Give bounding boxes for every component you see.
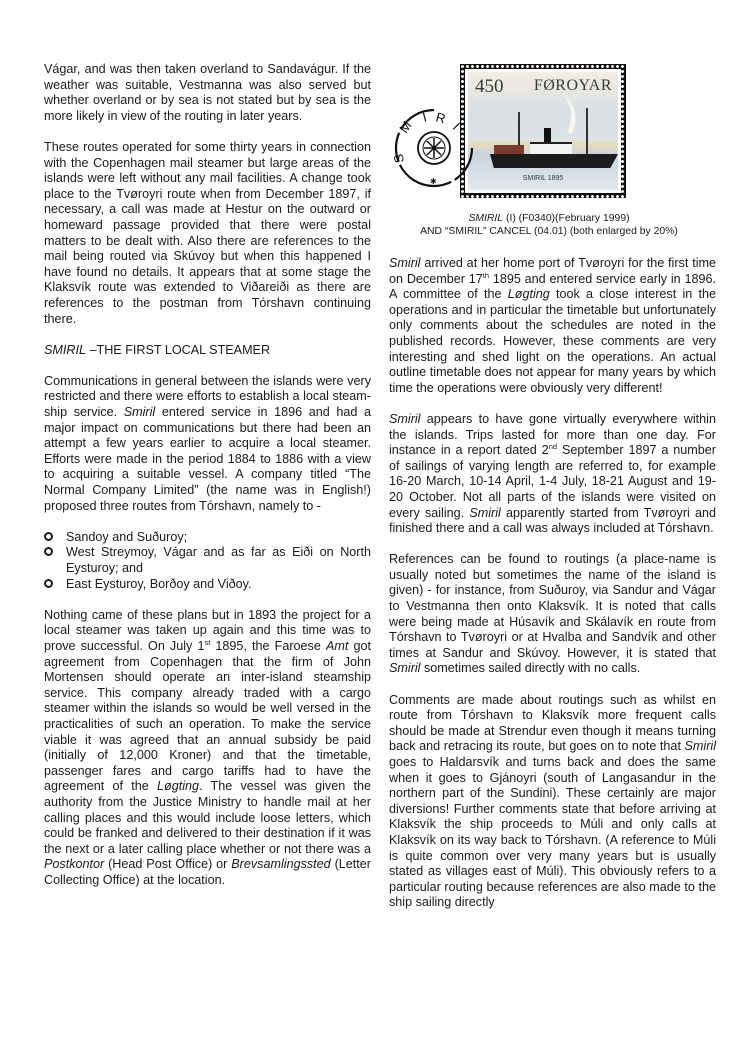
ship-name: Smiril bbox=[389, 256, 421, 270]
funnel-icon bbox=[544, 128, 551, 143]
text-run: arrived at her home port of Tvøroyri for the first time on December 17 bbox=[389, 256, 716, 286]
list-item bbox=[44, 577, 371, 593]
figure-caption bbox=[384, 212, 714, 238]
list-item bbox=[44, 530, 371, 546]
paragraph bbox=[44, 608, 371, 889]
italic-term: Løgting bbox=[157, 779, 200, 794]
heading-ship-name: SMIRIL bbox=[44, 342, 86, 357]
paragraph bbox=[389, 412, 716, 537]
right-column bbox=[389, 256, 716, 927]
stamp-artwork bbox=[465, 69, 621, 193]
paragraph bbox=[389, 552, 716, 677]
stamp-value: 450 bbox=[475, 76, 504, 97]
circle-bullet-icon bbox=[44, 547, 53, 556]
text-run: got agreement from Copenhagen that the firm of John Mortensen should operate an inter-island steamship service. This company already traded with a cargo steamer within the islands so would be well versed in the practicalities of such an operation. To make the service viable it was agreed that an annual subsidy be paid (initially of 12,000 Kroner) and that the timetable, passenger fares and cargo tariffs had to have the agreement of the bbox=[44, 638, 371, 794]
ordinal-suffix: nd bbox=[548, 441, 558, 451]
postmark-cancel-icon bbox=[390, 104, 478, 192]
svg-text:R: R bbox=[434, 109, 448, 127]
ship-name: Smiril bbox=[389, 661, 421, 676]
ordinal-suffix: st bbox=[204, 637, 211, 647]
svg-text:I: I bbox=[420, 109, 429, 125]
list-item-text: West Streymoy, Vágar and as far as Eiði on North Eysturoy; and bbox=[66, 545, 371, 575]
text-run: Comments are made about routings such as whilst en route from Tórshavn to Klaksvík more frequent calls should be made at Strendur even though it means turning back and retracing its route, but goes on to note that bbox=[389, 692, 716, 754]
italic-term: Postkontor bbox=[44, 857, 105, 872]
text-run: References can be found to routings (a place-name is usually noted but sometimes the name of the island is given) - for instance, from Suðuroy, via Sandur and Vágar to Vestmanna then onto Klaksvík. It is noted that calls were being made at Húsavík and Skálavík en route from Tórshavn to Tvøroyri or at Hvalba and Sandvík and other times at Sandur and Skúvoy. However, it is stated that bbox=[389, 552, 716, 660]
ship-hull-icon bbox=[490, 154, 618, 168]
left-column bbox=[44, 62, 371, 904]
text-run: appears to have gone virtually everywhere within the islands. Trips lasted for more than one day. For instance in a report dated 2 bbox=[389, 411, 716, 458]
postage-stamp bbox=[460, 64, 626, 198]
caption-ship-name: SMIRIL bbox=[468, 213, 504, 224]
paragraph bbox=[389, 256, 716, 396]
ordinal-suffix: th bbox=[482, 270, 490, 280]
paragraph: Vágar, and was then taken overland to Sandavágur. If the weather was suitable, Vestmanna was also served but whether overland or by sea is not stated but by sea is the more likely in view of the routing in later years. bbox=[44, 62, 371, 123]
route-list bbox=[44, 530, 371, 592]
list-item bbox=[44, 545, 371, 576]
list-item-text: Sandoy and Suðuroy; bbox=[66, 529, 188, 544]
paragraph bbox=[389, 693, 716, 911]
text-run: 1895, the Faroese bbox=[210, 638, 326, 653]
paragraph: These routes operated for some thirty years in connection with the Copenhagen mail steamer but large areas of the islands were left without any mail facilities. A change took place to the Tvøroyri route when from December 1897, if necessary, a call was made at Hestur on the outward or homeward passage provided that there were postal matters to be dealt with. Also there are references to the mail being routed via Skúvoy but when this happened I have found no details. It appears that at some stage the Klaksvík route was extended to Viðareiði as there are references to the postman from Tórshavn continuing there. bbox=[44, 139, 371, 326]
circle-bullet-icon bbox=[44, 532, 53, 541]
italic-term: Løgting bbox=[507, 287, 550, 302]
text-run: (Head Post Office) or bbox=[104, 857, 232, 872]
text-run: Nothing came of these plans but in 1893 the project for a local steamer was taken up again and this time was to prove successful. On July 1 bbox=[44, 607, 371, 653]
ship-name: Smiril bbox=[123, 405, 156, 420]
stamp-figure bbox=[384, 60, 714, 245]
text-run: entered service in 1896 and had a major impact on communications but there had been an attempt a few years earlier to acquire a local steamer. Efforts were made in the period 1884 to 1886 with a view to acquiring a suitable vessel. A company titled “The Normal Company Limited” (the name was in English!) proposed three routes from Tórshavn, namely to - bbox=[44, 405, 371, 513]
stamp-ship-label: SMIRIL 1895 bbox=[522, 175, 564, 182]
caption-text: (I) (F0340)(February 1999) bbox=[503, 213, 630, 224]
section-heading bbox=[44, 343, 371, 359]
svg-text:I: I bbox=[449, 119, 464, 133]
ship-name: Smiril bbox=[469, 505, 501, 520]
text-run: sometimes sailed directly with no calls. bbox=[420, 661, 641, 676]
heading-text: –THE FIRST LOCAL STEAMER bbox=[86, 342, 271, 357]
italic-term: Brevsamlingssted bbox=[231, 857, 331, 872]
text-run: . The vessel was given the authority from the Justice Ministry to handle mail at her calling places and this would include loose letters, which could be franked and delivered to their destination if it was the next or a later calling place whether or not there was a bbox=[44, 779, 371, 856]
mast-icon bbox=[586, 108, 588, 154]
stamp-country: FØROYAR bbox=[533, 77, 612, 94]
text-run: goes to Haldarsvík and turns back and does the same when it goes to Gjánoyri (south of Langasandur in the northern part of the Sundini). These certainly are major diversions! Further comments state that before arriving at Klaksvík the ship proceeds to Múli and only calls at Klaksvík on its way back to Tórshavn. (A reference to Múli is quite common over very many years but is usually stated as villages east of Múli). This obviously refers to a particular routing because references are also made to the ship sailing directly bbox=[389, 755, 716, 910]
text-run: apparently started from Tvøroyri and finished there and a call was always included at Tórshavn. bbox=[389, 505, 717, 536]
list-item-text: East Eysturoy, Borðoy and Viðoy. bbox=[66, 576, 252, 591]
text-run: September 1897 a number of sailings of varying length are referred to, for example 16-20 March, 10-14 April, 1-4 July, 18-21 August and 19-20 October. Not all parts of the islands were visited on every sailing. bbox=[389, 443, 716, 520]
paragraph bbox=[44, 374, 371, 514]
svg-text:M: M bbox=[396, 118, 415, 136]
circle-bullet-icon bbox=[44, 579, 53, 588]
caption-line-1 bbox=[384, 212, 714, 225]
text-run: (Letter Collecting Office) at the location. bbox=[44, 857, 371, 887]
caption-line-2: AND “SMIRIL” CANCEL (04.01) (both enlarged by 20%) bbox=[420, 226, 678, 237]
svg-text:S: S bbox=[390, 152, 407, 165]
ship-name: Smiril bbox=[389, 411, 421, 426]
ship-name: Smiril bbox=[684, 739, 716, 754]
italic-term: Amt bbox=[325, 638, 349, 653]
text-run: Communications in general between the islands were very restricted and there were efforts to establish a local steam-ship service. bbox=[44, 373, 371, 420]
text-run: took a close interest in the operations and in particular the timetable but unfortunately only comments about the schedules are noted in the published records. However, these comments are very interesting and shed light on the operations. An actual outline timetable does not appear for many years by which time the operations were obviously very different! bbox=[389, 287, 716, 395]
text-run: 1895 and entered service early in 1896. A committee of the bbox=[389, 271, 716, 302]
cargo-deck-icon bbox=[494, 145, 524, 155]
svg-text:✱: ✱ bbox=[430, 177, 437, 186]
